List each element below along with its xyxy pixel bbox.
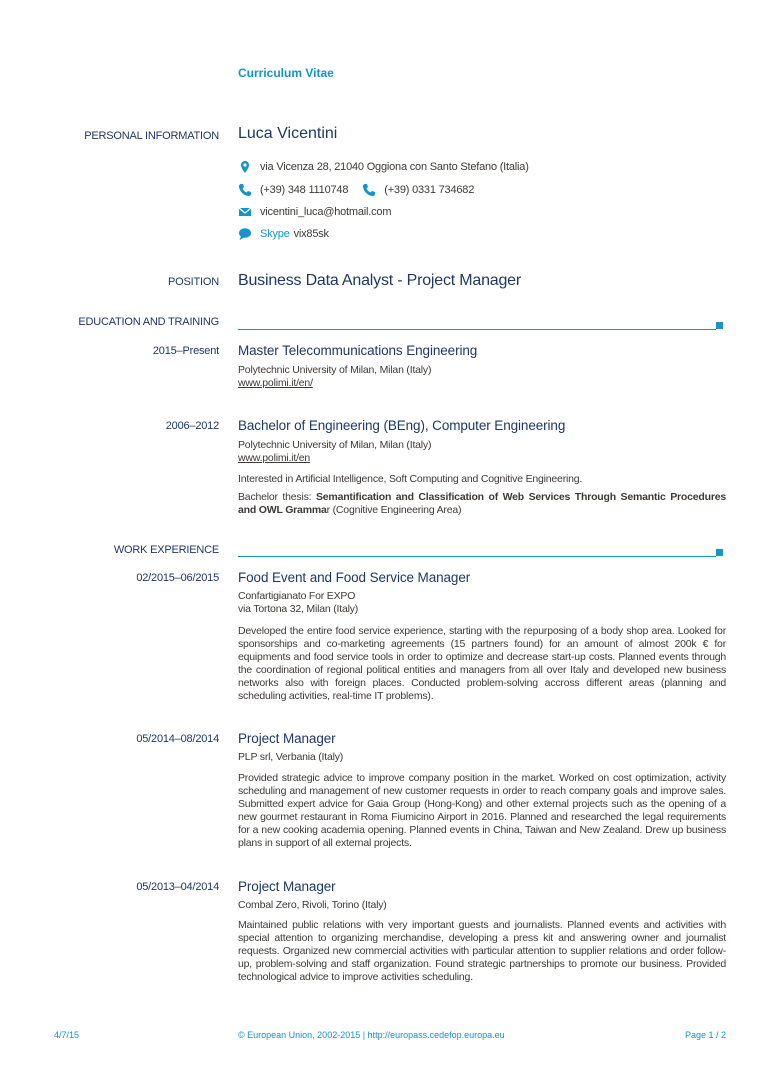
- education-thesis: [238, 491, 726, 517]
- education-date: 2015–Present: [152, 345, 219, 357]
- cv-title: Curriculum Vitae: [238, 66, 334, 80]
- phone-icon: [362, 183, 376, 197]
- address-text: via Vicenza 28, 21040 Oggiona con Santo Stefano (Italia): [260, 161, 529, 173]
- education-link[interactable]: www.polimi.it/en: [238, 452, 311, 464]
- address-row: [238, 160, 529, 174]
- thesis-suffix: r (Cognitive Engineering Area): [326, 504, 462, 516]
- section-marker: [716, 549, 723, 556]
- work-date: 05/2013–04/2014: [136, 881, 219, 893]
- section-marker: [716, 322, 723, 329]
- section-divider: [238, 556, 716, 557]
- envelope-icon: [238, 205, 252, 219]
- personal-information-label: PERSONAL INFORMATION: [84, 130, 219, 142]
- phone-primary[interactable]: (+39) 348 1110748: [260, 184, 349, 196]
- education-link[interactable]: www.polimi.it/en/: [238, 377, 313, 389]
- work-title: Project Manager: [238, 879, 336, 894]
- thesis-prefix: Bachelor thesis:: [238, 491, 316, 503]
- phone-row: [238, 183, 474, 197]
- education-date: 2006–2012: [165, 420, 219, 432]
- footer-date: 4/7/15: [54, 1030, 80, 1040]
- education-title: Master Telecommunications Engineering: [238, 343, 478, 358]
- work-title: Food Event and Food Service Manager: [238, 570, 471, 585]
- footer-copyright[interactable]: © European Union, 2002-2015 | http://europass.cedefop.europa.eu: [238, 1030, 505, 1040]
- section-divider: [238, 329, 716, 330]
- skype-row: [238, 227, 329, 241]
- education-org: Polytechnic University of Milan, Milan (Italy): [238, 439, 432, 451]
- education-note: Interested in Artificial Intelligence, Soft Computing and Cognitive Engineering.: [238, 473, 583, 485]
- footer-page-number: Page 1 / 2: [684, 1030, 726, 1040]
- education-section-label: EDUCATION AND TRAINING: [78, 316, 219, 328]
- position-label: POSITION: [168, 276, 219, 288]
- work-description: Maintained public relations with very important guests and journalists. Planned events and activities with special attention to organizing merchandise, developing a press kit and answering owner and journalist requests. Organized new commercial activities with particular attention to supplier relations and order follow-up, problem-solving and staff organization. Found strategic partnerships to promote our business. Provided technological advice to improve activities scheduling.: [238, 919, 726, 983]
- work-org: PLP srl, Verbania (Italy): [238, 751, 344, 763]
- work-description: Developed the entire food service experience, starting with the repurposing of a body shop area. Looked for sponsorships and co-marketing agreements (15 partners found) for an amount of almost 200k € for equipments and food service tools in order to optimize and decrease start-up costs. Planned events through the coordination of regional political entities and managers from all over Italy and developed new business networks also with foreign places. Conducted problem-solving accross different areas (planning and scheduling activities, real-time IT problems).: [238, 625, 726, 702]
- work-section-label: WORK EXPERIENCE: [113, 544, 219, 556]
- email-row: [238, 205, 391, 219]
- education-title: Bachelor of Engineering (BEng), Computer Engineering: [238, 418, 566, 433]
- email-text[interactable]: vicentini_luca@hotmail.com: [260, 206, 392, 218]
- education-org: Polytechnic University of Milan, Milan (Italy): [238, 364, 432, 376]
- chat-bubble-icon: [238, 227, 252, 241]
- work-org: Combal Zero, Rivoli, Torino (Italy): [238, 899, 387, 911]
- work-date: 02/2015–06/2015: [136, 572, 219, 584]
- position-title: Business Data Analyst - Project Manager: [238, 272, 522, 289]
- thesis-title: Semantification and Classification of Web Services Through Semantic Procedures and OWL Gramma: [238, 491, 726, 516]
- skype-id: vix85sk: [293, 228, 329, 240]
- phone-secondary[interactable]: (+39) 0331 734682: [384, 184, 475, 196]
- work-description: Provided strategic advice to improve company position in the market. Worked on cost optimization, activity scheduling and management of new customer requests in order to reach company goals and improve sales. Submitted expert advice for Gaia Group (Hong-Kong) and other external projects such as the opening of a new gourmet restaurant in Roma Fiumicino Airport in 2016. Planned and researched the legal requirements for a new cooking academia opening. Planned events in China, Taiwan and New Zealand. Drew up business plans in support of all external projects.: [238, 772, 726, 849]
- skype-label: Skype: [260, 228, 290, 240]
- location-pin-icon: [238, 160, 252, 174]
- work-title: Project Manager: [238, 731, 336, 746]
- phone-icon: [238, 183, 252, 197]
- person-name: Luca Vicentini: [238, 125, 338, 142]
- work-org: Confartigianato For EXPO: [238, 590, 356, 602]
- work-date: 05/2014–08/2014: [136, 733, 219, 745]
- work-address: via Tortona 32, Milan (Italy): [238, 603, 359, 615]
